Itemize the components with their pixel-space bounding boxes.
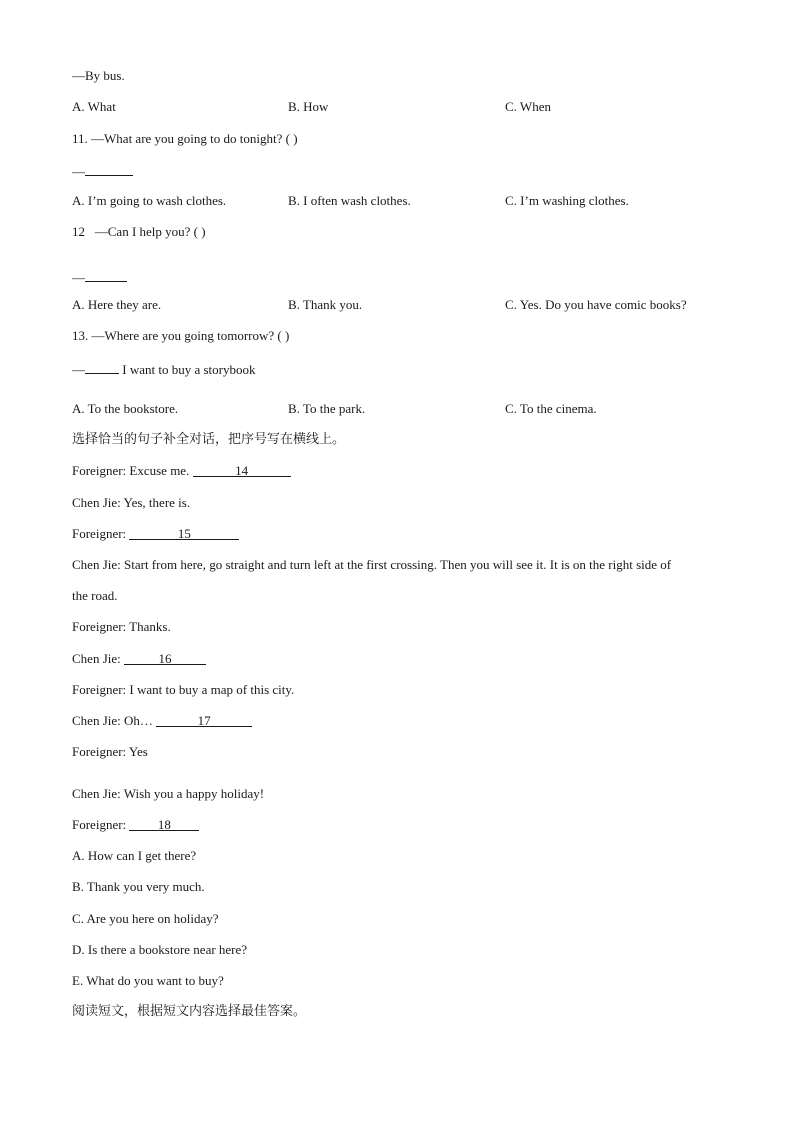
dialogue-line-8: [72, 713, 252, 729]
dialogue-line-3: [72, 526, 239, 542]
q12-option-c[interactable]: C. Yes. Do you have comic books?: [505, 297, 687, 312]
utterance: I want to buy a map of this city.: [126, 682, 295, 697]
q11-dash: —: [72, 164, 85, 179]
q11-question: [72, 131, 298, 147]
speaker: Foreigner:: [72, 744, 127, 759]
blank-15[interactable]: 15: [129, 526, 239, 540]
q13-option-c[interactable]: C. To the cinema.: [505, 401, 597, 416]
q13-dash: —: [72, 362, 85, 377]
utterance: Yes: [126, 744, 148, 759]
q13-text: —Where are you going tomorrow? ( ): [91, 328, 290, 343]
speaker: Chen Jie:: [72, 557, 121, 572]
q12-answer-line: [72, 268, 127, 286]
dialogue-line-6: [72, 651, 206, 667]
q12-option-b[interactable]: B. Thank you.: [288, 297, 363, 312]
dialogue-line-4: [72, 557, 671, 573]
q11-answer-line: [72, 162, 133, 180]
q11-option-c[interactable]: C. I’m washing clothes.: [505, 193, 629, 208]
dialogue-section-heading: 选择恰当的句子补全对话，把序号写在横线上。: [72, 432, 346, 447]
choice-d: D. Is there a bookstore near here?: [72, 942, 248, 957]
blank-16[interactable]: 16: [124, 651, 206, 665]
choice-a: A. How can I get there?: [72, 848, 197, 863]
q13-question: [72, 328, 289, 344]
dialogue-line-7: [72, 682, 294, 698]
q10-option-b[interactable]: B. How: [288, 99, 329, 114]
q12-answer-blank[interactable]: [85, 268, 127, 282]
choice-e: E. What do you want to buy?: [72, 973, 224, 988]
dialogue-line-1: [72, 463, 291, 479]
q13-answer-line: [72, 360, 255, 378]
q12-option-a[interactable]: A. Here they are.: [72, 297, 162, 312]
q13-option-a[interactable]: A. To the bookstore.: [72, 401, 179, 416]
utterance: Oh…: [120, 713, 157, 728]
utterance: Yes, there is.: [120, 495, 191, 510]
speaker: Chen Jie:: [72, 786, 121, 801]
dialogue-line-11: [72, 817, 199, 833]
reading-section-heading: 阅读短文，根据短文内容选择最佳答案。: [72, 1004, 307, 1019]
choice-b: B. Thank you very much.: [72, 879, 205, 894]
q11-text: —What are you going to do tonight? ( ): [91, 131, 298, 146]
utterance: the road.: [72, 588, 118, 603]
utterance: Start from here, go straight and turn left at the first crossing. Then you will see it. It is on the right side of: [120, 557, 672, 572]
speaker: Chen Jie:: [72, 651, 121, 666]
q12-number: 12: [72, 224, 85, 239]
speaker: Foreigner:: [72, 463, 127, 478]
speaker: Foreigner:: [72, 526, 127, 541]
speaker: Chen Jie:: [72, 495, 121, 510]
q10-option-c[interactable]: C. When: [505, 99, 551, 114]
dialogue-line-4-cont: [72, 588, 117, 604]
q11-number: 11.: [72, 131, 92, 146]
q13-option-b[interactable]: B. To the park.: [288, 401, 366, 416]
blank-17[interactable]: 17: [156, 713, 252, 727]
dialogue-line-5: [72, 619, 171, 635]
speaker: Foreigner:: [72, 817, 127, 832]
utterance: Wish you a happy holiday!: [120, 786, 265, 801]
choice-c: C. Are you here on holiday?: [72, 911, 219, 926]
q12-question: [72, 224, 206, 240]
q12-text: —Can I help you? ( ): [94, 224, 206, 239]
q12-dash: —: [72, 270, 85, 285]
dialogue-line-2: [72, 495, 190, 511]
dialogue-line-9: [72, 744, 148, 760]
speaker: Foreigner:: [72, 682, 127, 697]
blank-14[interactable]: 14: [193, 463, 291, 477]
q10-answer-line: —By bus.: [72, 68, 125, 83]
blank-18[interactable]: 18: [129, 817, 199, 831]
q11-option-b[interactable]: B. I often wash clothes.: [288, 193, 411, 208]
speaker: Chen Jie:: [72, 713, 121, 728]
utterance: Excuse me.: [126, 463, 193, 478]
q11-option-a[interactable]: A. I’m going to wash clothes.: [72, 193, 227, 208]
q11-answer-blank[interactable]: [85, 162, 133, 176]
q10-option-a[interactable]: A. What: [72, 99, 116, 114]
q13-number: 13.: [72, 328, 92, 343]
utterance: Thanks.: [126, 619, 171, 634]
q13-answer-blank[interactable]: [85, 360, 119, 374]
q13-tail: I want to buy a storybook: [119, 362, 256, 377]
dialogue-line-10: [72, 786, 264, 802]
speaker: Foreigner:: [72, 619, 127, 634]
